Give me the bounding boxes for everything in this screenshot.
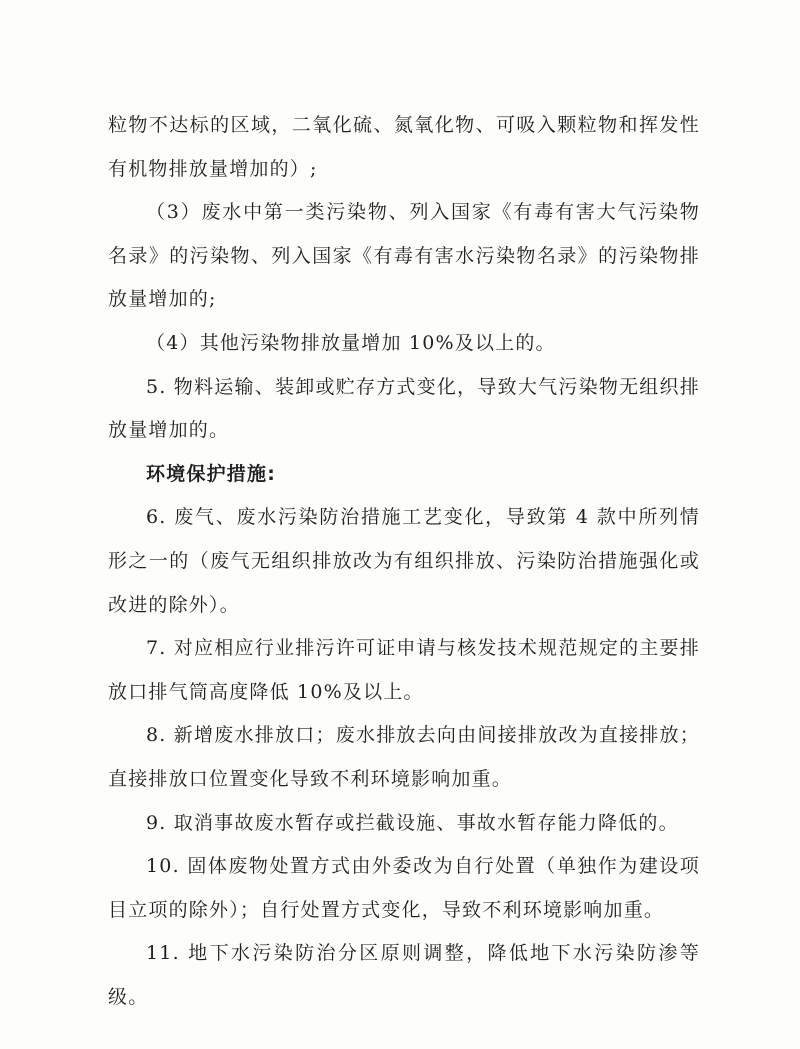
paragraph-item-8: 8. 新增废水排放口；废水排放去向由间接排放改为直接排放；直接排放口位置变化导致不利环境影响加重。	[108, 724, 700, 790]
section-heading: 环境保护措施:	[146, 462, 276, 485]
paragraph-item-10: 10. 固体废物处置方式由外委改为自行处置（单独作为建设项目立项的除外）；自行处置方式变化，导致不利环境影响加重。	[108, 855, 700, 921]
paragraph-item-3: （3）废水中第一类污染物、列入国家《有毒有害大气污染物名录》的污染物、列入国家《有毒有害水污染物名录》的污染物排放量增加的;	[108, 201, 700, 311]
paragraph-item-6: 6. 废气、废水污染防治措施工艺变化，导致第 4 款中所列情形之一的（废气无组织排放改为有组织排放、污染防治措施强化或改进的除外）。	[108, 506, 700, 616]
paragraph-item-4: （4）其他污染物排放量增加 10%及以上的。	[146, 331, 556, 354]
paragraph-item-11: 11. 地下水污染防治分区原则调整，降低地下水污染防渗等级。	[108, 942, 700, 1008]
paragraph-item-5: 5. 物料运输、装卸或贮存方式变化，导致大气污染物无组织排放量增加的。	[108, 375, 700, 442]
paragraph-item-7: 7. 对应相应行业排污许可证申请与核发技术规范规定的主要排放口排气筒高度降低 10%及以上。	[108, 637, 700, 703]
document-body	[108, 104, 700, 1019]
paragraph-item-9: 9. 取消事故废水暂存或拦截设施、事故水暂存能力降低的。	[146, 811, 679, 834]
paragraph-continuation: 粒物不达标的区域，二氧化硫、氮氧化物、可吸入颗粒物和挥发性有机物排放量增加的）;	[108, 114, 700, 180]
